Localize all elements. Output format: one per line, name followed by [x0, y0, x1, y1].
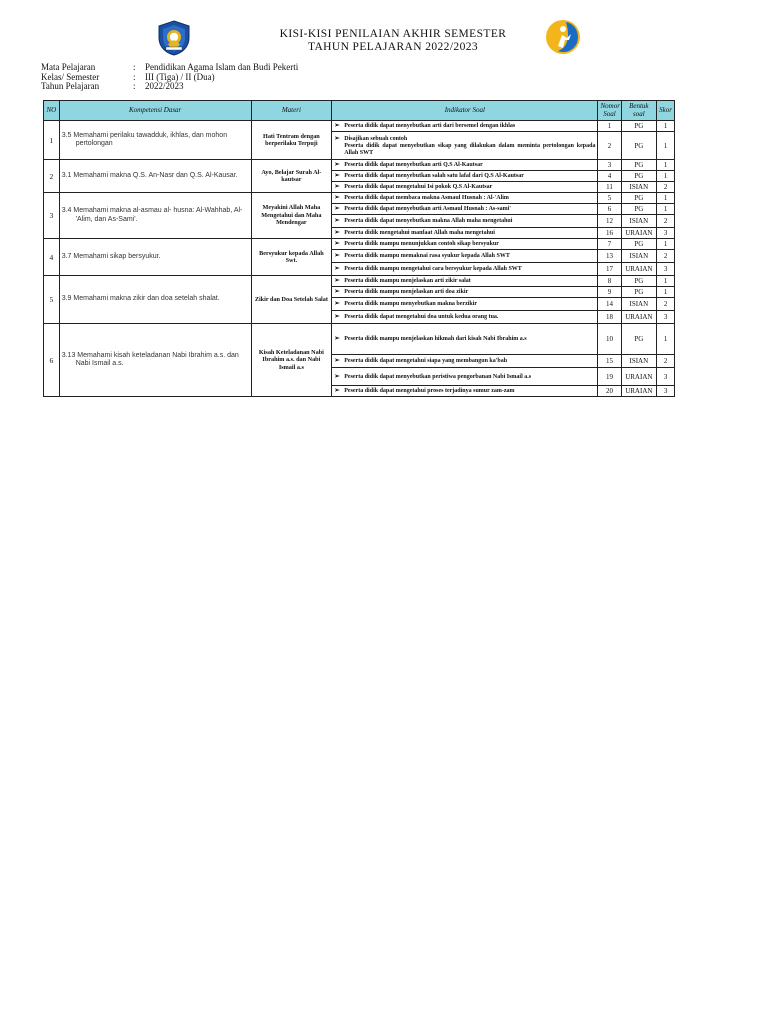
cell-nomor-soal: 2	[598, 132, 621, 160]
cell-indikator	[332, 386, 598, 397]
kd-text: 3.13 Memahami kisah keteladanan Nabi Ibrahim a.s. dan Nabi Ismail a.s.	[61, 351, 239, 367]
cell-indikator	[332, 298, 598, 311]
cell-nomor-soal: 7	[598, 239, 621, 250]
arrow-bullet-icon: ➢	[334, 194, 340, 201]
cell-skor: 2	[657, 250, 675, 263]
document-meta	[41, 63, 445, 92]
cell-kompetensi-dasar	[59, 324, 251, 397]
indikator-text: Peserta didik dapat mengetahui proses terjadinya sumur zam-zam	[344, 388, 515, 394]
meta-label: Kelas/ Semester	[41, 71, 100, 82]
indikator-text: Peserta didik dapat menyebutkan arti Q.S Al-Kautsar	[344, 162, 483, 168]
cell-skor: 1	[657, 324, 675, 355]
cell-materi: Hati Tentram dengan berperilaku Terpuji	[251, 121, 332, 160]
cell-bentuk-soal: URAIAN	[621, 311, 657, 324]
cell-skor: 3	[657, 386, 675, 397]
cell-skor: 1	[657, 276, 675, 287]
arrow-bullet-icon: ➢	[334, 300, 340, 307]
cell-bentuk-soal: ISIAN	[621, 215, 657, 228]
indikator-text: Peserta didik dapat mengetahui Isi pokok Q.S Al-Kautsar	[344, 184, 493, 190]
cell-indikator	[332, 250, 598, 263]
indikator-text: Peserta didik dapat mengetahui siapa yang membangun ka'bah	[344, 358, 508, 364]
arrow-bullet-icon: ➢	[334, 372, 340, 380]
cell-bentuk-soal: ISIAN	[621, 250, 657, 263]
document-header	[0, 0, 768, 70]
cell-bentuk-soal: PG	[621, 204, 657, 215]
header-indikator: Indikator Soal	[332, 101, 598, 121]
arrow-bullet-icon: ➢	[334, 387, 340, 394]
cell-indikator	[332, 276, 598, 287]
cell-no: 1	[44, 121, 60, 160]
indikator-text: Peserta didik mampu menunjukkan contoh sikap bersyukur	[344, 241, 499, 247]
cell-nomor-soal: 11	[598, 182, 621, 193]
cell-bentuk-soal: PG	[621, 287, 657, 298]
table-row	[44, 193, 675, 204]
indikator-text: Peserta didik dapat membaca makna Asmaul Husnah : Al-'Alim	[344, 195, 509, 201]
indikator-text: Peserta didik dapat menyebutkan makna Allah maha mengetahui	[344, 218, 513, 224]
cell-bentuk-soal: URAIAN	[621, 386, 657, 397]
cell-nomor-soal: 17	[598, 263, 621, 276]
header-nomor-soal: Nomor Soal	[598, 101, 621, 121]
arrow-bullet-icon: ➢	[334, 229, 340, 236]
header-materi: Materi	[251, 101, 332, 121]
indikator-text: Peserta didik dapat menyebutkan salah satu lafal dari Q.S Al-Kautsar	[344, 173, 524, 179]
meta-row-class	[41, 73, 445, 83]
cell-indikator	[332, 215, 598, 228]
table-row	[44, 324, 675, 355]
indikator-text: Disajikan sebuah contoh	[344, 135, 408, 142]
table-row	[44, 239, 675, 250]
cell-kompetensi-dasar	[59, 239, 251, 276]
cell-bentuk-soal: URAIAN	[621, 263, 657, 276]
cell-bentuk-soal: PG	[621, 121, 657, 132]
cell-bentuk-soal: URAIAN	[621, 368, 657, 386]
cell-skor: 3	[657, 263, 675, 276]
cell-bentuk-soal: ISIAN	[621, 182, 657, 193]
cell-nomor-soal: 9	[598, 287, 621, 298]
indikator-text: Peserta didik dapat menyebutkan peristiwa pengorbanan Nabi Ismail a.s	[344, 373, 532, 380]
table-header	[44, 101, 675, 121]
cell-indikator	[332, 171, 598, 182]
header-bentuk-soal: Bentuk soal	[621, 101, 657, 121]
cell-materi: Ayo, Belajar Surah Al-kautsar	[251, 160, 332, 193]
document-title	[258, 28, 528, 54]
cell-indikator	[332, 324, 598, 355]
indikator-text: Peserta didik dapat menyebutkan arti dari bersemel dengan ikhlas	[344, 123, 516, 129]
arrow-bullet-icon: ➢	[334, 172, 340, 179]
meta-colon: :	[133, 81, 136, 92]
arrow-bullet-icon: ➢	[334, 277, 340, 284]
cell-skor: 1	[657, 239, 675, 250]
cell-indikator	[332, 263, 598, 276]
arrow-bullet-icon: ➢	[334, 122, 340, 129]
meta-colon: :	[133, 71, 136, 82]
cell-bentuk-soal: PG	[621, 171, 657, 182]
meta-colon: :	[133, 62, 136, 72]
kd-text: 3.7 Memahami sikap bersyukur.	[61, 252, 161, 260]
meta-label: Tahun Pelajaran	[41, 81, 100, 92]
cell-indikator	[332, 193, 598, 204]
cell-no: 4	[44, 239, 60, 276]
cell-bentuk-soal: PG	[621, 160, 657, 171]
cell-indikator	[332, 355, 598, 368]
cell-skor: 3	[657, 228, 675, 239]
table-header-row	[44, 101, 675, 121]
indikator-text: Peserta didik mampu menjelaskan arti zikir salat	[344, 278, 471, 284]
cell-bentuk-soal: PG	[621, 239, 657, 250]
cell-nomor-soal: 12	[598, 215, 621, 228]
cell-nomor-soal: 19	[598, 368, 621, 386]
indikator-text: Peserta didik mengetahui manfaat Allah maha mengetahui	[344, 230, 495, 236]
table-body	[44, 121, 675, 397]
meta-value: Pendidikan Agama Islam dan Budi Pekerti	[145, 62, 299, 72]
cell-nomor-soal: 14	[598, 298, 621, 311]
cell-materi: Bersyukur kepada Allah Swt.	[251, 239, 332, 276]
cell-nomor-soal: 15	[598, 355, 621, 368]
cell-skor: 1	[657, 160, 675, 171]
table-row	[44, 121, 675, 132]
cell-kompetensi-dasar	[59, 193, 251, 239]
arrow-bullet-icon: ➢	[334, 134, 340, 142]
arrow-bullet-icon: ➢	[334, 217, 340, 224]
cell-bentuk-soal: PG	[621, 324, 657, 355]
cell-no: 5	[44, 276, 60, 324]
cell-nomor-soal: 1	[598, 121, 621, 132]
cell-indikator	[332, 239, 598, 250]
kisi-kisi-table	[43, 100, 675, 397]
cell-indikator	[332, 121, 598, 132]
arrow-bullet-icon: ➢	[334, 252, 340, 259]
cell-bentuk-soal: PG	[621, 193, 657, 204]
indikator-text: Peserta didik dapat mengetahui doa untuk kedua orang tua.	[344, 314, 499, 320]
cell-nomor-soal: 8	[598, 276, 621, 287]
indikator-text: Peserta didik mampu mengetahui cara bersyukur kepada Allah SWT	[344, 266, 522, 272]
cell-kompetensi-dasar	[59, 160, 251, 193]
cell-indikator	[332, 182, 598, 193]
cell-indikator	[332, 311, 598, 324]
arrow-bullet-icon: ➢	[334, 335, 340, 342]
indikator-text: Peserta didik mampu menjelaskan hikmah dari kisah Nabi Ibrahim a.s	[344, 336, 527, 342]
cell-skor: 3	[657, 311, 675, 324]
cell-indikator	[332, 287, 598, 298]
cell-indikator	[332, 228, 598, 239]
cell-skor: 1	[657, 193, 675, 204]
cell-no: 2	[44, 160, 60, 193]
cell-no: 3	[44, 193, 60, 239]
cell-skor: 2	[657, 215, 675, 228]
cell-bentuk-soal: PG	[621, 276, 657, 287]
cell-indikator	[332, 368, 598, 386]
title-line-2: TAHUN PELAJARAN 2022/2023	[307, 41, 479, 53]
indikator-text: Peserta didik mampu menjelaskan arti doa zikir	[344, 289, 469, 295]
meta-value: 2022/2023	[145, 81, 184, 92]
meta-value: III (Tiga) / II (Dua)	[145, 71, 215, 82]
cell-skor: 1	[657, 121, 675, 132]
arrow-bullet-icon: ➢	[334, 161, 340, 168]
header-no: NO	[44, 101, 60, 121]
cell-materi: Kisah Keteladanan Nabi Ibrahim a.s. dan Nabi Ismail a.s	[251, 324, 332, 397]
meta-row-subject	[41, 63, 445, 73]
indikator-text: Peserta didik mampu menyebutkan makna berzikir	[344, 301, 478, 307]
merdeka-belajar-logo-icon	[544, 18, 582, 56]
cell-bentuk-soal: ISIAN	[621, 298, 657, 311]
cell-nomor-soal: 16	[598, 228, 621, 239]
cell-bentuk-soal: URAIAN	[621, 228, 657, 239]
cell-nomor-soal: 10	[598, 324, 621, 355]
kd-text: 3.4 Memahami makna al-asmau al- husna: Al-Wahhab, Al-'Alim, dan As-Sami'.	[61, 207, 243, 223]
cell-skor: 1	[657, 287, 675, 298]
indikator-text: Peserta didik dapat menyebutkan arti Asmaul Husnah : As-sami'	[344, 206, 511, 212]
cell-indikator	[332, 160, 598, 171]
cell-nomor-soal: 6	[598, 204, 621, 215]
arrow-bullet-icon: ➢	[334, 183, 340, 190]
arrow-bullet-icon: ➢	[334, 205, 340, 212]
cell-kompetensi-dasar	[59, 276, 251, 324]
cell-indikator	[332, 132, 598, 160]
arrow-bullet-icon: ➢	[334, 240, 340, 247]
cell-bentuk-soal: ISIAN	[621, 355, 657, 368]
cell-skor: 1	[657, 132, 675, 160]
cell-no: 6	[44, 324, 60, 397]
meta-row-year	[41, 82, 445, 92]
cell-nomor-soal: 3	[598, 160, 621, 171]
cell-skor: 2	[657, 298, 675, 311]
table-row	[44, 160, 675, 171]
cell-nomor-soal: 18	[598, 311, 621, 324]
arrow-bullet-icon: ➢	[334, 265, 340, 272]
kd-text: 3.9 Memahami makna zikir dan doa setelah shalat.	[61, 295, 220, 303]
cell-skor: 1	[657, 171, 675, 182]
title-line-1: KISI-KISI PENILAIAN AKHIR SEMESTER	[279, 28, 507, 40]
arrow-bullet-icon: ➢	[334, 313, 340, 320]
kd-text: 3.1 Memahami makna Q.S. An-Nasr dan Q.S. Al-Kausar.	[61, 171, 238, 179]
table-row	[44, 276, 675, 287]
cell-kompetensi-dasar	[59, 121, 251, 160]
cell-indikator	[332, 204, 598, 215]
cell-skor: 1	[657, 204, 675, 215]
indikator-text-2: Peserta didik dapat menyebutkan sikap yang dilakukan dalam meminta pertolongan kepada Allah SWT	[344, 142, 596, 156]
cell-materi: Zikir dan Doa Setelah Salat	[251, 276, 332, 324]
cell-nomor-soal: 4	[598, 171, 621, 182]
cell-bentuk-soal: PG	[621, 132, 657, 160]
header-kd: Kompetensi Dasar	[59, 101, 251, 121]
cell-nomor-soal: 5	[598, 193, 621, 204]
kd-text: 3.5 Memahami perilaku tawadduk, ikhlas, dan mohon pertolongan	[61, 131, 228, 147]
cell-nomor-soal: 20	[598, 386, 621, 397]
meta-label: Mata Pelajaran	[41, 62, 96, 72]
cell-skor: 2	[657, 182, 675, 193]
arrow-bullet-icon: ➢	[334, 357, 340, 364]
cell-skor: 3	[657, 368, 675, 386]
cell-nomor-soal: 13	[598, 250, 621, 263]
indikator-text: Peserta didik mampu memaknai rasa syukur kepada Allah SWT	[344, 253, 510, 259]
cell-skor: 2	[657, 355, 675, 368]
header-skor: Skor	[657, 101, 675, 121]
tut-wuri-handayani-emblem-icon	[156, 20, 192, 56]
cell-materi: Meyakini Allah Maha Mengetahui dan Maha Mendengar	[251, 193, 332, 239]
arrow-bullet-icon: ➢	[334, 288, 340, 295]
